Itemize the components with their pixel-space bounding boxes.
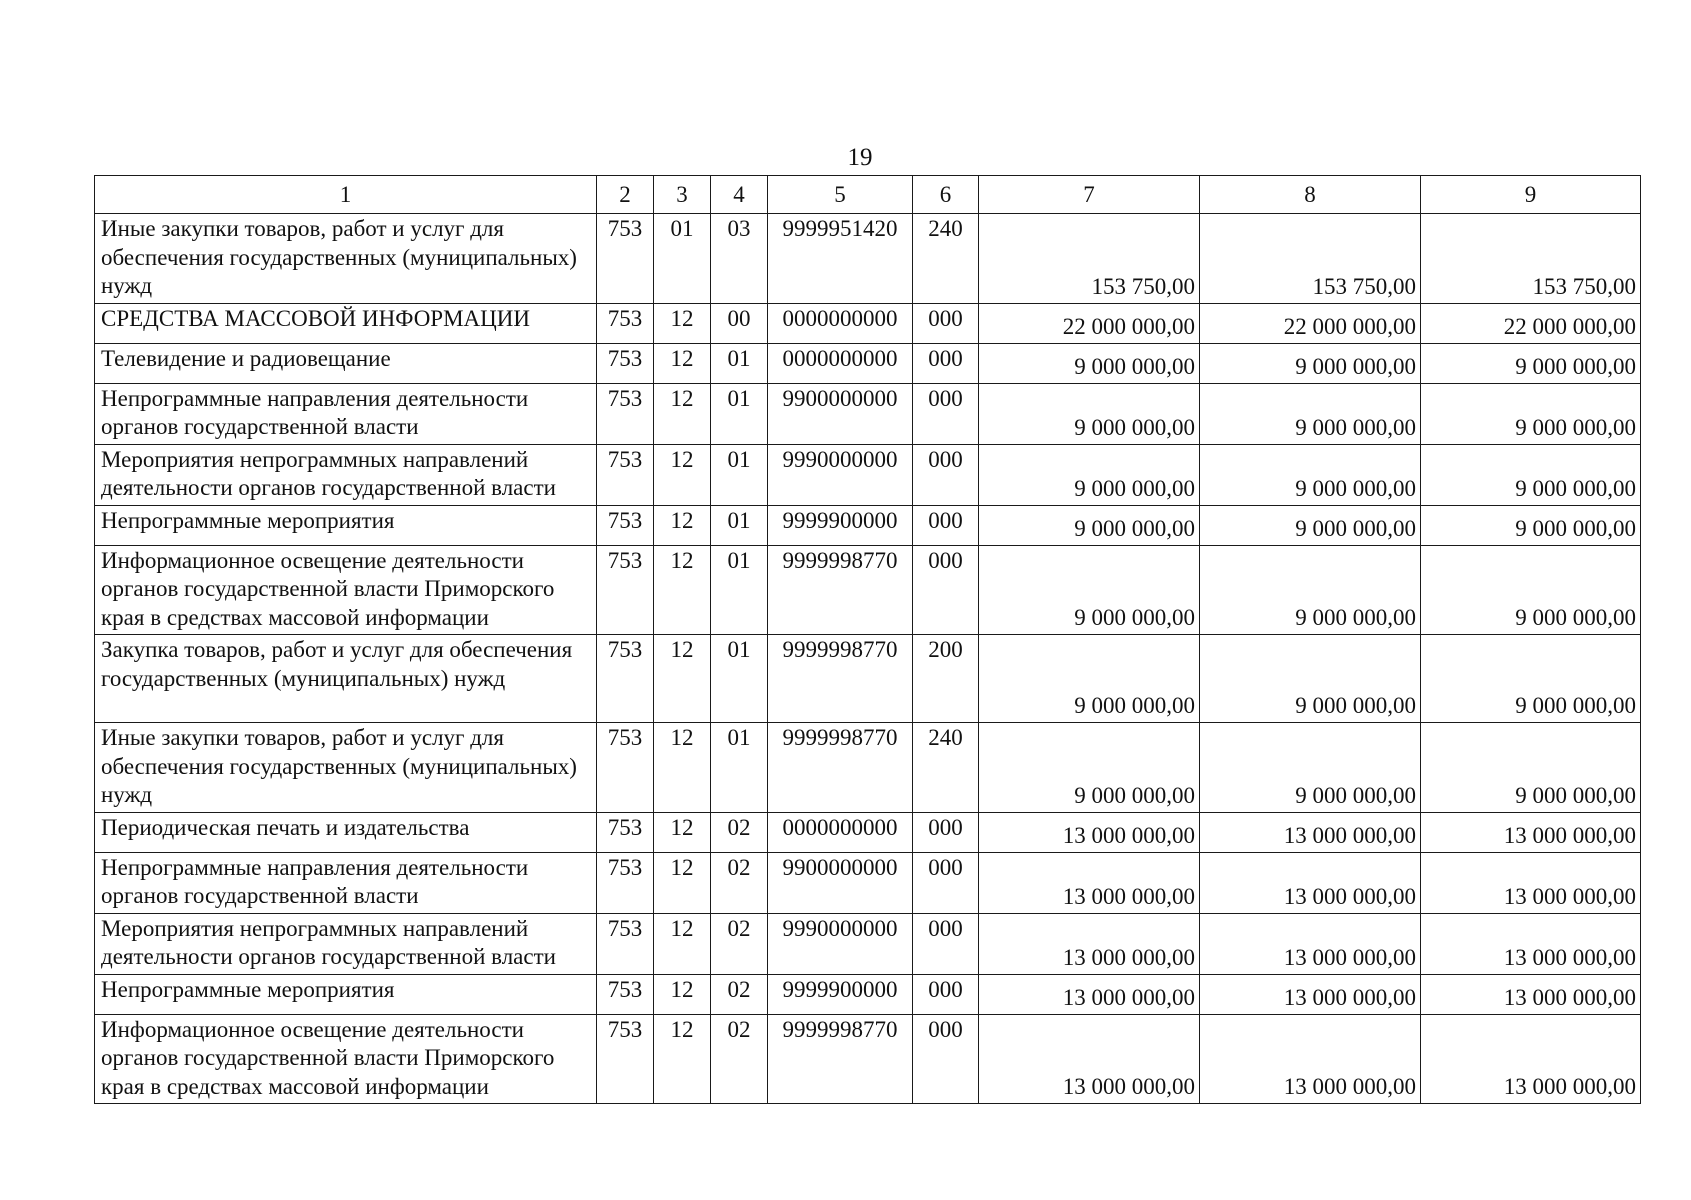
row-code-6: 000	[913, 303, 979, 343]
row-code-6: 000	[913, 343, 979, 383]
row-amount-8: 13 000 000,00	[1200, 974, 1421, 1014]
row-code-6: 000	[913, 974, 979, 1014]
row-amount-9: 13 000 000,00	[1421, 913, 1641, 974]
row-code-5: 9999951420	[768, 214, 913, 304]
row-code-6: 000	[913, 852, 979, 913]
table-row	[95, 1014, 1641, 1104]
row-amount-8: 22 000 000,00	[1200, 303, 1421, 343]
table-row	[95, 812, 1641, 852]
column-header: 8	[1200, 176, 1421, 214]
row-amount-9: 153 750,00	[1421, 214, 1641, 304]
row-code-6: 240	[913, 723, 979, 813]
row-name: Непрограммные мероприятия	[95, 974, 597, 1014]
row-amount-7: 9 000 000,00	[979, 444, 1200, 505]
row-amount-8: 13 000 000,00	[1200, 812, 1421, 852]
row-amount-8: 9 000 000,00	[1200, 545, 1421, 635]
row-code-4: 01	[711, 343, 768, 383]
row-name: Закупка товаров, работ и услуг для обеспечения государственных (муниципальных) нужд	[95, 635, 597, 723]
row-code-2: 753	[597, 723, 654, 813]
row-amount-9: 13 000 000,00	[1421, 1014, 1641, 1104]
row-code-3: 01	[654, 214, 711, 304]
table-row	[95, 214, 1641, 304]
row-code-3: 12	[654, 812, 711, 852]
row-name: Мероприятия непрограммных направлений деятельности органов государственной власти	[95, 444, 597, 505]
row-code-5: 9999998770	[768, 545, 913, 635]
column-header: 4	[711, 176, 768, 214]
row-amount-9: 9 000 000,00	[1421, 444, 1641, 505]
row-code-6: 200	[913, 635, 979, 723]
row-name: СРЕДСТВА МАССОВОЙ ИНФОРМАЦИИ	[95, 303, 597, 343]
row-amount-8: 9 000 000,00	[1200, 635, 1421, 723]
column-header: 6	[913, 176, 979, 214]
row-code-2: 753	[597, 1014, 654, 1104]
column-header: 3	[654, 176, 711, 214]
row-code-2: 753	[597, 303, 654, 343]
row-amount-8: 13 000 000,00	[1200, 852, 1421, 913]
row-code-5: 9990000000	[768, 444, 913, 505]
row-amount-8: 9 000 000,00	[1200, 343, 1421, 383]
row-code-3: 12	[654, 974, 711, 1014]
row-code-5: 9990000000	[768, 913, 913, 974]
row-amount-7: 13 000 000,00	[979, 852, 1200, 913]
row-code-2: 753	[597, 545, 654, 635]
row-code-2: 753	[597, 812, 654, 852]
table-row	[95, 723, 1641, 813]
row-code-3: 12	[654, 1014, 711, 1104]
row-name: Непрограммные направления деятельности органов государственной власти	[95, 383, 597, 444]
row-code-2: 753	[597, 913, 654, 974]
row-amount-9: 9 000 000,00	[1421, 383, 1641, 444]
row-code-2: 753	[597, 343, 654, 383]
row-code-3: 12	[654, 383, 711, 444]
row-amount-8: 13 000 000,00	[1200, 1014, 1421, 1104]
row-code-4: 01	[711, 545, 768, 635]
row-amount-9: 9 000 000,00	[1421, 505, 1641, 545]
row-amount-8: 9 000 000,00	[1200, 383, 1421, 444]
column-header: 1	[95, 176, 597, 214]
row-code-4: 01	[711, 383, 768, 444]
row-name: Непрограммные направления деятельности органов государственной власти	[95, 852, 597, 913]
row-amount-9: 13 000 000,00	[1421, 812, 1641, 852]
row-code-4: 02	[711, 974, 768, 1014]
row-code-3: 12	[654, 505, 711, 545]
row-code-4: 01	[711, 505, 768, 545]
row-code-5: 9900000000	[768, 852, 913, 913]
row-amount-9: 13 000 000,00	[1421, 852, 1641, 913]
row-code-6: 000	[913, 444, 979, 505]
row-amount-7: 9 000 000,00	[979, 723, 1200, 813]
row-code-5: 9999998770	[768, 1014, 913, 1104]
row-name: Иные закупки товаров, работ и услуг для обеспечения государственных (муниципальных) нужд	[95, 214, 597, 304]
table-row	[95, 343, 1641, 383]
row-amount-7: 153 750,00	[979, 214, 1200, 304]
row-code-2: 753	[597, 383, 654, 444]
row-amount-8: 9 000 000,00	[1200, 723, 1421, 813]
row-code-5: 0000000000	[768, 343, 913, 383]
row-code-5: 0000000000	[768, 303, 913, 343]
row-code-6: 000	[913, 812, 979, 852]
table-row	[95, 505, 1641, 545]
table-row	[95, 913, 1641, 974]
row-name: Телевидение и радиовещание	[95, 343, 597, 383]
row-code-3: 12	[654, 303, 711, 343]
row-code-4: 00	[711, 303, 768, 343]
row-code-6: 000	[913, 505, 979, 545]
row-amount-7: 13 000 000,00	[979, 812, 1200, 852]
table-row	[95, 974, 1641, 1014]
column-header: 9	[1421, 176, 1641, 214]
row-code-4: 03	[711, 214, 768, 304]
row-code-3: 12	[654, 635, 711, 723]
row-code-4: 01	[711, 723, 768, 813]
row-code-5: 9999900000	[768, 974, 913, 1014]
column-header: 7	[979, 176, 1200, 214]
row-amount-8: 9 000 000,00	[1200, 505, 1421, 545]
row-code-2: 753	[597, 444, 654, 505]
budget-table	[94, 175, 1641, 1104]
row-code-6: 000	[913, 545, 979, 635]
row-amount-9: 9 000 000,00	[1421, 545, 1641, 635]
row-code-2: 753	[597, 505, 654, 545]
row-amount-7: 9 000 000,00	[979, 545, 1200, 635]
row-code-6: 240	[913, 214, 979, 304]
row-code-3: 12	[654, 444, 711, 505]
row-code-6: 000	[913, 1014, 979, 1104]
row-code-4: 02	[711, 1014, 768, 1104]
row-code-3: 12	[654, 723, 711, 813]
header-row	[95, 176, 1641, 214]
row-amount-7: 22 000 000,00	[979, 303, 1200, 343]
row-name: Информационное освещение деятельности органов государственной власти Приморского края в средствах массовой информации	[95, 545, 597, 635]
row-code-5: 9999998770	[768, 723, 913, 813]
row-code-4: 01	[711, 444, 768, 505]
row-amount-7: 9 000 000,00	[979, 505, 1200, 545]
row-amount-9: 9 000 000,00	[1421, 723, 1641, 813]
row-amount-7: 9 000 000,00	[979, 383, 1200, 444]
row-amount-9: 22 000 000,00	[1421, 303, 1641, 343]
row-code-4: 02	[711, 913, 768, 974]
row-amount-7: 9 000 000,00	[979, 635, 1200, 723]
row-code-4: 02	[711, 812, 768, 852]
table-row	[95, 635, 1641, 723]
row-amount-9: 13 000 000,00	[1421, 974, 1641, 1014]
row-code-5: 9900000000	[768, 383, 913, 444]
row-amount-9: 9 000 000,00	[1421, 343, 1641, 383]
row-amount-8: 9 000 000,00	[1200, 444, 1421, 505]
row-code-3: 12	[654, 852, 711, 913]
row-code-5: 9999900000	[768, 505, 913, 545]
row-code-2: 753	[597, 635, 654, 723]
row-code-2: 753	[597, 852, 654, 913]
row-amount-7: 13 000 000,00	[979, 913, 1200, 974]
row-code-4: 02	[711, 852, 768, 913]
row-amount-7: 13 000 000,00	[979, 974, 1200, 1014]
table-row	[95, 383, 1641, 444]
row-code-3: 12	[654, 343, 711, 383]
column-header: 2	[597, 176, 654, 214]
row-amount-8: 153 750,00	[1200, 214, 1421, 304]
table-row	[95, 852, 1641, 913]
row-code-3: 12	[654, 545, 711, 635]
table-row	[95, 444, 1641, 505]
row-code-2: 753	[597, 214, 654, 304]
table-row	[95, 303, 1641, 343]
page-number: 19	[847, 144, 873, 171]
row-amount-9: 9 000 000,00	[1421, 635, 1641, 723]
row-code-6: 000	[913, 383, 979, 444]
row-name: Периодическая печать и издательства	[95, 812, 597, 852]
row-code-6: 000	[913, 913, 979, 974]
row-code-4: 01	[711, 635, 768, 723]
row-name: Иные закупки товаров, работ и услуг для обеспечения государственных (муниципальных) нужд	[95, 723, 597, 813]
row-code-2: 753	[597, 974, 654, 1014]
row-name: Информационное освещение деятельности органов государственной власти Приморского края в средствах массовой информации	[95, 1014, 597, 1104]
column-header: 5	[768, 176, 913, 214]
row-name: Мероприятия непрограммных направлений деятельности органов государственной власти	[95, 913, 597, 974]
row-code-5: 0000000000	[768, 812, 913, 852]
table-row	[95, 545, 1641, 635]
row-code-5: 9999998770	[768, 635, 913, 723]
row-amount-8: 13 000 000,00	[1200, 913, 1421, 974]
row-name: Непрограммные мероприятия	[95, 505, 597, 545]
row-amount-7: 13 000 000,00	[979, 1014, 1200, 1104]
row-code-3: 12	[654, 913, 711, 974]
row-amount-7: 9 000 000,00	[979, 343, 1200, 383]
